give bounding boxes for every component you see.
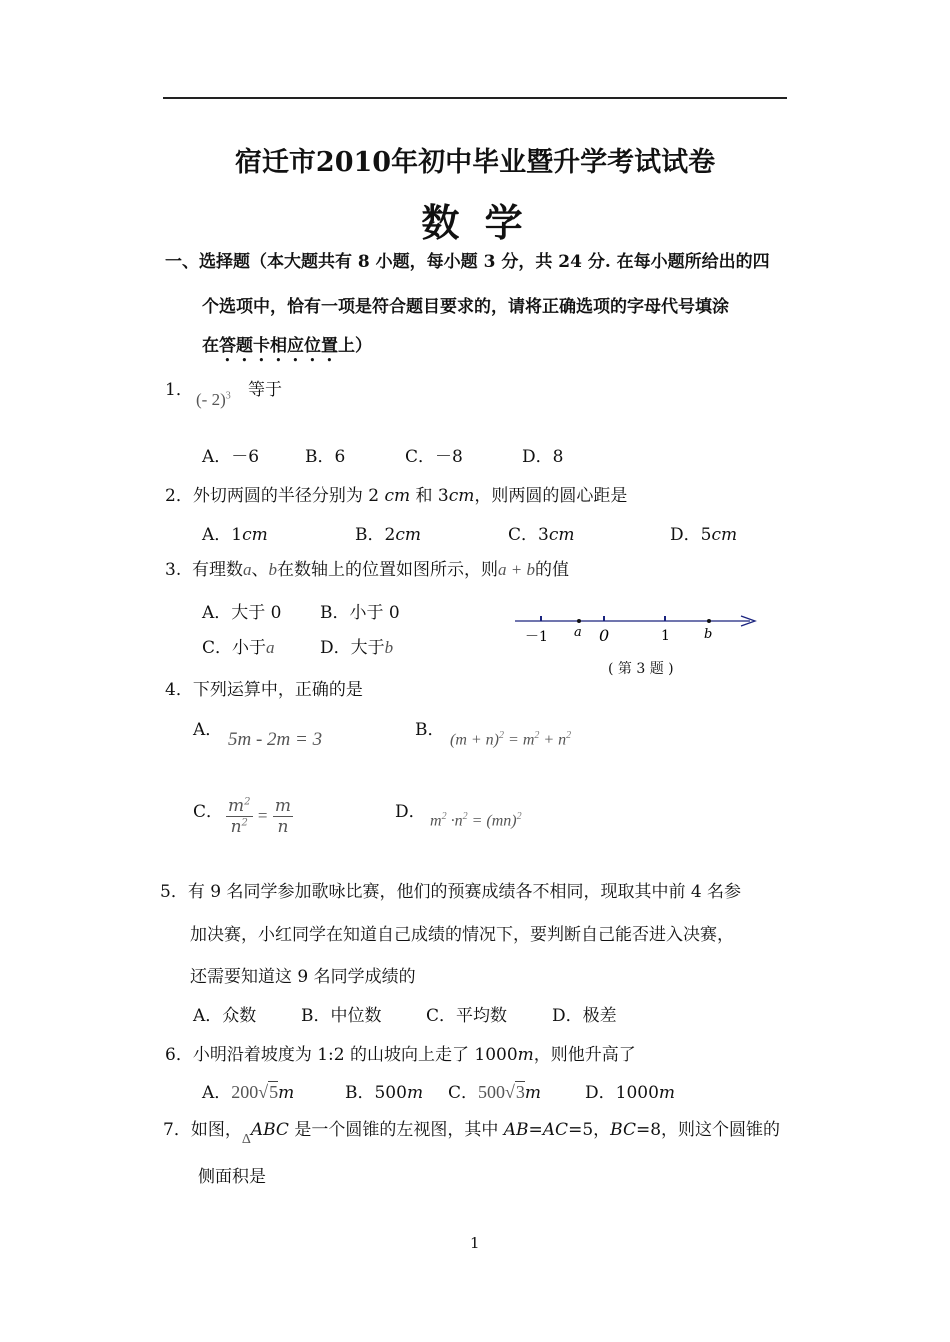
q2-stem: 2．外切两圆的半径分别为 2 cm 和 3cm，则两圆的圆心距是	[165, 486, 628, 506]
q3-option-c: C．小于a	[202, 638, 275, 658]
section-heading-line2: 个选项中，恰有一项是符合题目要求的，请将正确选项的字母代号填涂	[202, 297, 729, 317]
q4-option-b-label: B．	[415, 720, 445, 740]
q6-option-b: B．500m	[345, 1083, 424, 1103]
emphasis-answer-card: 答题卡相应位置	[219, 336, 338, 356]
q4-option-d-expr: $m^2 \cdot n^2 = (mn)^2$	[430, 811, 522, 830]
q2-option-a: A．1cm	[202, 525, 268, 545]
label-one: 1	[661, 628, 670, 644]
q4-option-c-expr: $\frac{m^2}{n^2}$ = $\frac{m}{n}$	[228, 796, 292, 837]
q3-option-a: A．大于 0	[202, 603, 282, 623]
figure3-caption: ( 第 3 题 )	[608, 661, 674, 677]
q4-option-c-label: C．	[193, 802, 224, 822]
q6-stem: 6．小明沿着坡度为 1:2 的山坡向上走了 1000m，则他升高了	[165, 1045, 636, 1065]
header-rule	[163, 97, 787, 99]
q1-expression: (- 2)$^3$	[196, 390, 231, 409]
q7-line1: 7．如图，$_\Delta$ABC 是一个圆锥的左视图，其中 AB=AC=5，BC=8，则这个圆锥的	[163, 1120, 781, 1147]
q1-option-a: A．－6	[202, 447, 260, 467]
q3-option-b: B．小于 0	[320, 603, 400, 623]
subject-title: 数 学	[421, 201, 529, 245]
q3-option-d: D．大于b	[320, 638, 394, 658]
q6-option-d: D．1000m	[585, 1083, 676, 1103]
q5-option-b: B．中位数	[301, 1006, 382, 1026]
q1-option-d: D．8	[522, 447, 564, 467]
section-heading-line1: 一、选择题（本大题共有 8 小题，每小题 3 分，共 24 分. 在每小题所给出的四	[165, 252, 770, 272]
q6-option-a: A．200√5m	[202, 1082, 295, 1103]
exam-title: 宿迁市2010年初中毕业暨升学考试试卷	[234, 147, 716, 178]
q7-line2: 侧面积是	[198, 1167, 266, 1187]
label-minus-one: －1	[525, 629, 548, 645]
q1-number: 1．	[165, 380, 193, 400]
q5-option-a: A．众数	[193, 1006, 257, 1026]
label-a: a	[574, 625, 582, 640]
q4-stem: 4．下列运算中，正确的是	[165, 680, 363, 700]
q4-option-b-expr: $(m + n)^2 = m^2 + n^2$	[450, 730, 572, 749]
q5-line1: 5．有 9 名同学参加歌咏比赛，他们的预赛成绩各不相同，现取其中前 4 名参	[160, 882, 742, 902]
q6-option-c: C．500√3m	[448, 1082, 542, 1103]
q1-option-c: C．－8	[405, 447, 463, 467]
q1-option-b: B．6	[305, 447, 346, 467]
point-b	[707, 619, 711, 623]
q5-line2: 加决赛，小红同学在知道自己成绩的情况下，要判断自己能否进入决赛，	[190, 925, 734, 945]
q5-line3: 还需要知道这 9 名同学成绩的	[190, 967, 416, 987]
q2-option-d: D．5cm	[670, 525, 738, 545]
q2-option-c: C．3cm	[508, 525, 575, 545]
section-heading-line3: 在答题卡相应位置上）	[202, 336, 372, 356]
q4-option-a-expr: 5m - 2m = 3	[228, 729, 323, 750]
number-line-figure	[505, 605, 765, 650]
label-zero: 0	[599, 626, 610, 645]
q4-option-a-label: A．	[193, 720, 223, 740]
q4-option-d-label: D．	[395, 802, 426, 822]
q5-option-d: D．极差	[552, 1006, 617, 1026]
q2-option-b: B．2cm	[355, 525, 421, 545]
q5-option-c: C．平均数	[426, 1006, 508, 1026]
page-number: 1	[470, 1234, 480, 1252]
point-a	[577, 619, 581, 623]
q3-stem: 3. 有理数a、b在数轴上的位置如图所示，则a + b的值	[165, 560, 570, 580]
label-b: b	[704, 627, 713, 642]
q1-stem: 等于	[248, 380, 282, 400]
